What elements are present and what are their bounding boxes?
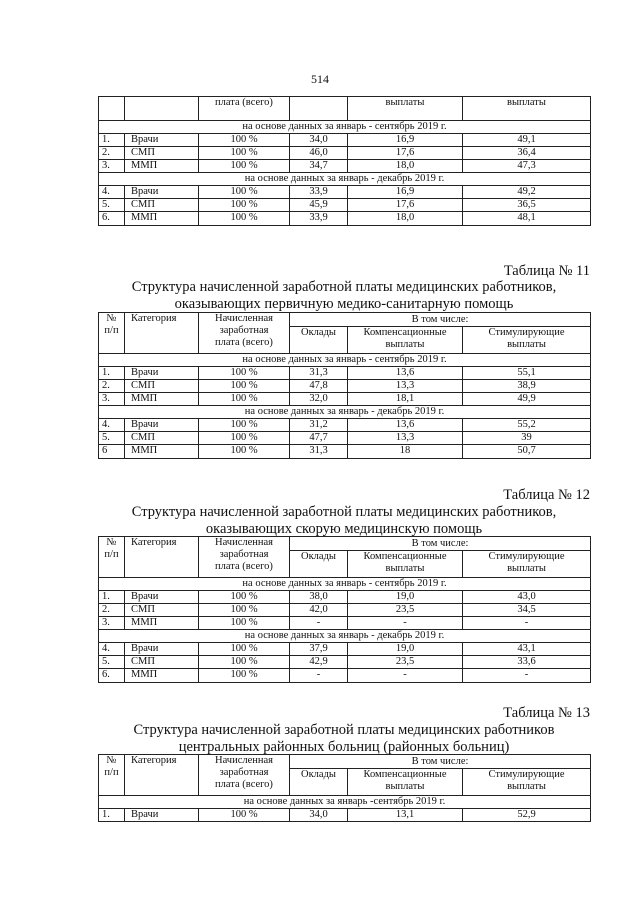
row-compensation: 13,1 (348, 809, 463, 822)
row-accrued: 100 % (199, 656, 290, 669)
row-category: СМП (125, 380, 199, 393)
row-compensation: 13,3 (348, 432, 463, 445)
row-stimulating: 49,9 (463, 393, 591, 406)
table-row (99, 591, 591, 604)
row-salary: 31,3 (290, 367, 348, 380)
header-compensation: Компенсационные выплаты (348, 551, 463, 578)
row-number: 2. (99, 604, 125, 617)
row-salary: 31,3 (290, 445, 348, 458)
row-accrued: 100 % (199, 617, 290, 630)
row-category: СМП (125, 147, 199, 160)
header-cell (125, 97, 199, 121)
row-number: 3. (99, 617, 125, 630)
row-salary: - (290, 617, 348, 630)
table-10-continued (98, 96, 591, 226)
table-row (99, 669, 591, 682)
row-stimulating: 55,1 (463, 367, 591, 380)
row-compensation: 13,3 (348, 380, 463, 393)
table-row (99, 419, 591, 432)
row-category: Врачи (125, 419, 199, 432)
row-compensation: 13,6 (348, 367, 463, 380)
table-11 (98, 312, 591, 459)
header-stimulating: Стимулирующие выплаты (463, 327, 591, 354)
row-number: 4. (99, 186, 125, 199)
table-row (99, 809, 591, 822)
row-compensation: 18,0 (348, 212, 463, 225)
row-salary: 33,9 (290, 212, 348, 225)
row-stimulating: - (463, 617, 591, 630)
table-11-number: Таблица № 11 (503, 263, 590, 279)
section-title: на основе данных за январь - сентябрь 2019 г. (99, 354, 591, 367)
header-cell: выплаты (463, 97, 591, 121)
header-category: Категория (125, 755, 199, 796)
row-salary: 34,7 (290, 160, 348, 173)
row-accrued: 100 % (199, 367, 290, 380)
row-number: 4. (99, 419, 125, 432)
row-accrued: 100 % (199, 604, 290, 617)
table-row (99, 393, 591, 406)
row-category: ММП (125, 617, 199, 630)
row-compensation: - (348, 617, 463, 630)
row-number: 1. (99, 809, 125, 822)
row-compensation: 13,6 (348, 419, 463, 432)
table-header-row (99, 537, 591, 551)
row-compensation: 23,5 (348, 604, 463, 617)
row-category: ММП (125, 212, 199, 225)
section-row (99, 578, 591, 591)
table-header-row (99, 313, 591, 327)
header-salary: Оклады (290, 327, 348, 354)
header-cell: плата (всего) (199, 97, 290, 121)
row-stimulating: 36,5 (463, 199, 591, 212)
row-accrued: 100 % (199, 199, 290, 212)
header-stimulating: Стимулирующие выплаты (463, 551, 591, 578)
section-title: на основе данных за январь - декабрь 2019 г. (99, 173, 591, 186)
row-salary: - (290, 669, 348, 682)
table-13-number: Таблица № 13 (503, 705, 590, 721)
section-row (99, 406, 591, 419)
header-including: В том числе: (290, 313, 591, 327)
header-num: № п/п (99, 313, 125, 354)
row-category: СМП (125, 656, 199, 669)
section-row (99, 630, 591, 643)
table-row (99, 380, 591, 393)
row-category: СМП (125, 432, 199, 445)
header-accrued: Начисленная заработная плата (всего) (199, 313, 290, 354)
page-number: 514 (311, 72, 329, 86)
header-num: № п/п (99, 537, 125, 578)
row-accrued: 100 % (199, 134, 290, 147)
row-category: Врачи (125, 591, 199, 604)
header-compensation: Компенсационные выплаты (348, 769, 463, 796)
table-row (99, 432, 591, 445)
header-including: В том числе: (290, 755, 591, 769)
row-accrued: 100 % (199, 445, 290, 458)
row-accrued: 100 % (199, 212, 290, 225)
row-stimulating: 39 (463, 432, 591, 445)
row-compensation: 17,6 (348, 199, 463, 212)
row-number: 5. (99, 199, 125, 212)
row-category: ММП (125, 393, 199, 406)
row-number: 6 (99, 445, 125, 458)
table-12-number: Таблица № 12 (503, 487, 590, 503)
row-number: 6. (99, 669, 125, 682)
row-stimulating: 48,1 (463, 212, 591, 225)
table-row (99, 212, 591, 225)
row-number: 1. (99, 134, 125, 147)
section-row (99, 796, 591, 809)
row-salary: 46,0 (290, 147, 348, 160)
row-compensation: 17,6 (348, 147, 463, 160)
header-compensation: Компенсационные выплаты (348, 327, 463, 354)
section-title: на основе данных за январь - сентябрь 2019 г. (99, 121, 591, 134)
section-title: на основе данных за январь - декабрь 2019 г. (99, 630, 591, 643)
row-compensation: 16,9 (348, 134, 463, 147)
row-stimulating: 55,2 (463, 419, 591, 432)
row-category: ММП (125, 669, 199, 682)
row-number: 2. (99, 380, 125, 393)
row-number: 2. (99, 147, 125, 160)
table-row (99, 643, 591, 656)
table-row (99, 134, 591, 147)
row-compensation: 18,0 (348, 160, 463, 173)
row-compensation: 23,5 (348, 656, 463, 669)
header-cell (99, 97, 125, 121)
row-stimulating: 33,6 (463, 656, 591, 669)
header-salary: Оклады (290, 551, 348, 578)
row-stimulating: 36,4 (463, 147, 591, 160)
row-accrued: 100 % (199, 669, 290, 682)
header-category: Категория (125, 537, 199, 578)
table-row (99, 656, 591, 669)
section-title: на основе данных за январь - сентябрь 2019 г. (99, 578, 591, 591)
row-category: ММП (125, 160, 199, 173)
section-row (99, 121, 591, 134)
table-row (99, 445, 591, 458)
row-stimulating: 34,5 (463, 604, 591, 617)
header-stimulating: Стимулирующие выплаты (463, 769, 591, 796)
header-salary: Оклады (290, 769, 348, 796)
row-stimulating: 43,0 (463, 591, 591, 604)
table-row (99, 604, 591, 617)
table-11-caption: Структура начисленной заработной платы медицинских работников, оказывающих первичную медико-санитарную помощь (131, 279, 557, 312)
row-category: Врачи (125, 809, 199, 822)
row-accrued: 100 % (199, 809, 290, 822)
table-row (99, 199, 591, 212)
header-num: № п/п (99, 755, 125, 796)
row-stimulating: 50,7 (463, 445, 591, 458)
row-accrued: 100 % (199, 591, 290, 604)
row-stimulating: 49,1 (463, 134, 591, 147)
row-salary: 33,9 (290, 186, 348, 199)
row-stimulating: 38,9 (463, 380, 591, 393)
row-compensation: 18 (348, 445, 463, 458)
section-title: на основе данных за январь -сентябрь 2019 г. (99, 796, 591, 809)
header-cell: выплаты (348, 97, 463, 121)
table-row (99, 160, 591, 173)
row-category: Врачи (125, 186, 199, 199)
section-title: на основе данных за январь - декабрь 2019 г. (99, 406, 591, 419)
row-salary: 47,7 (290, 432, 348, 445)
row-number: 1. (99, 591, 125, 604)
row-salary: 42,9 (290, 656, 348, 669)
row-compensation: 19,0 (348, 643, 463, 656)
row-accrued: 100 % (199, 432, 290, 445)
row-number: 3. (99, 393, 125, 406)
row-category: Врачи (125, 134, 199, 147)
row-salary: 37,9 (290, 643, 348, 656)
table-12-caption: Структура начисленной заработной платы медицинских работников, оказывающих скорую медицинскую помощь (131, 504, 557, 537)
row-accrued: 100 % (199, 643, 290, 656)
row-number: 1. (99, 367, 125, 380)
row-salary: 34,0 (290, 809, 348, 822)
table-header-row (99, 755, 591, 769)
row-accrued: 100 % (199, 393, 290, 406)
row-category: Врачи (125, 367, 199, 380)
row-number: 3. (99, 160, 125, 173)
row-stimulating: 52,9 (463, 809, 591, 822)
row-salary: 34,0 (290, 134, 348, 147)
table-13 (98, 754, 591, 822)
row-compensation: 19,0 (348, 591, 463, 604)
table-row (99, 186, 591, 199)
row-category: ММП (125, 445, 199, 458)
table-header-row (99, 97, 591, 121)
header-accrued: Начисленная заработная плата (всего) (199, 537, 290, 578)
row-accrued: 100 % (199, 186, 290, 199)
row-salary: 42,0 (290, 604, 348, 617)
table-row (99, 367, 591, 380)
row-accrued: 100 % (199, 419, 290, 432)
header-cell (290, 97, 348, 121)
row-stimulating: 49,2 (463, 186, 591, 199)
row-number: 5. (99, 656, 125, 669)
row-compensation: - (348, 669, 463, 682)
section-row (99, 354, 591, 367)
row-salary: 32,0 (290, 393, 348, 406)
row-category: СМП (125, 604, 199, 617)
header-accrued: Начисленная заработная плата (всего) (199, 755, 290, 796)
section-row (99, 173, 591, 186)
row-stimulating: 47,3 (463, 160, 591, 173)
table-row (99, 617, 591, 630)
row-number: 4. (99, 643, 125, 656)
row-number: 6. (99, 212, 125, 225)
row-number: 5. (99, 432, 125, 445)
table-12 (98, 536, 591, 683)
table-13-caption: Структура начисленной заработной платы медицинских работников центральных районных больниц (районных больниц) (133, 722, 555, 755)
row-accrued: 100 % (199, 147, 290, 160)
row-salary: 47,8 (290, 380, 348, 393)
row-stimulating: - (463, 669, 591, 682)
row-category: Врачи (125, 643, 199, 656)
header-including: В том числе: (290, 537, 591, 551)
row-accrued: 100 % (199, 380, 290, 393)
table-row (99, 147, 591, 160)
row-accrued: 100 % (199, 160, 290, 173)
row-salary: 38,0 (290, 591, 348, 604)
row-category: СМП (125, 199, 199, 212)
row-compensation: 18,1 (348, 393, 463, 406)
row-salary: 45,9 (290, 199, 348, 212)
header-category: Категория (125, 313, 199, 354)
row-stimulating: 43,1 (463, 643, 591, 656)
row-salary: 31,2 (290, 419, 348, 432)
row-compensation: 16,9 (348, 186, 463, 199)
